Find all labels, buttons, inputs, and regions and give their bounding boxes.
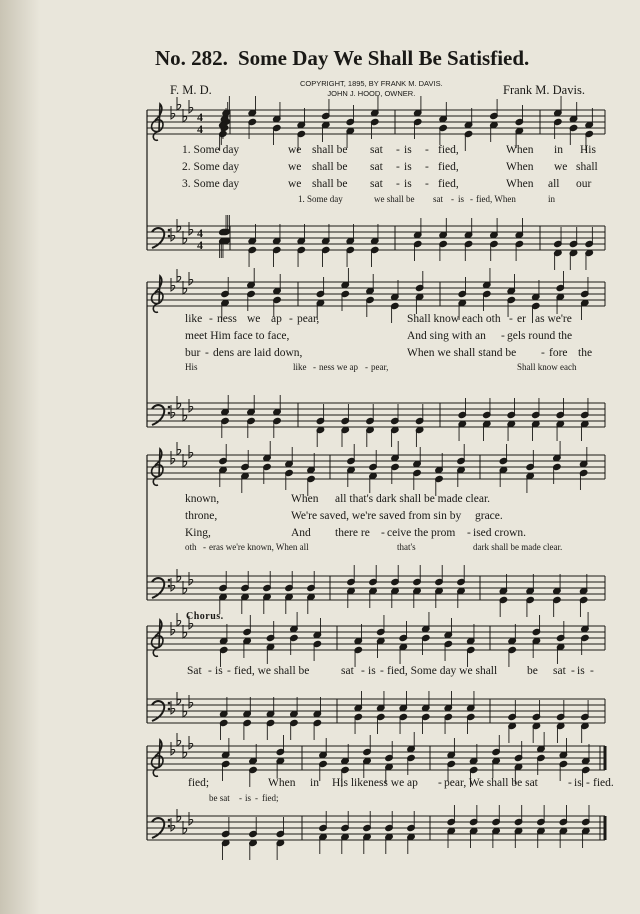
lyric-syllable: be sat — [209, 793, 230, 803]
lyric-syllable: grace. — [475, 510, 503, 522]
flat-sign — [177, 692, 181, 705]
lyric-syllable: - — [568, 777, 572, 789]
flat-sign — [177, 569, 181, 582]
lyric-syllable: shall be — [312, 144, 348, 156]
flat-sign — [189, 272, 193, 285]
lyric-syllable: we — [288, 178, 302, 190]
lyric-syllable: be — [527, 665, 538, 677]
lyric-syllable: our — [576, 178, 592, 190]
lyric-syllable: ness we ap — [319, 362, 358, 372]
bass-clef-dot — [168, 819, 171, 822]
flat-sign — [171, 106, 175, 119]
lyric-syllable: we shall be — [374, 194, 415, 204]
lyric-syllable: throne, — [185, 510, 218, 522]
time-signature-digit: 4 — [197, 238, 203, 252]
flat-sign — [183, 454, 187, 467]
lyric-syllable: is — [574, 777, 582, 789]
lyric-syllable: oth — [185, 542, 197, 552]
lyric-syllable: we — [554, 161, 568, 173]
flat-sign — [183, 821, 187, 834]
flat-sign — [177, 219, 181, 232]
lyric-syllable: er — [517, 313, 526, 325]
lyric-syllable: - — [239, 793, 242, 803]
lyric-syllable: that's — [397, 542, 416, 552]
lyric-syllable: - — [586, 777, 590, 789]
lyric-syllable: fied, we shall be — [234, 665, 310, 677]
bass-clef-dot — [168, 235, 171, 238]
flat-sign — [189, 399, 193, 412]
lyric-syllable: all — [548, 178, 560, 190]
flat-sign — [189, 812, 193, 825]
lyric-syllable: - — [541, 347, 545, 359]
lyric-syllable: fied, — [438, 178, 459, 190]
flat-sign — [189, 736, 193, 749]
lyric-syllable: is — [368, 665, 376, 677]
lyric-syllable: When — [291, 493, 319, 505]
bass-clef-dot — [168, 579, 171, 582]
lyric-syllable: eras we're known, When all — [209, 542, 309, 552]
lyric-syllable: is — [458, 194, 465, 204]
lyric-syllable: ised crown. — [473, 527, 527, 539]
lyric-syllable: pear, — [371, 362, 389, 372]
lyric-syllable: all that's dark shall be made clear. — [335, 493, 491, 505]
lyric-syllable: is — [404, 178, 412, 190]
flat-sign — [183, 109, 187, 122]
lyric-syllable: - — [425, 161, 429, 173]
copyright-line-2: JOHN J. HOOD, OWNER. — [327, 89, 416, 98]
lyric-syllable: ap — [271, 313, 282, 325]
bass-clef-dot — [168, 825, 171, 828]
lyric-syllable: sat — [433, 194, 443, 204]
flat-sign — [189, 222, 193, 235]
lyric-syllable: Shall know each oth — [407, 313, 501, 325]
flat-sign — [177, 97, 181, 110]
lyric-syllable: pear, We shall be sat — [444, 777, 538, 789]
lyric-syllable: in — [310, 777, 319, 789]
lyric-syllable: - — [227, 665, 231, 677]
lyric-syllable: in — [554, 144, 563, 156]
lyric-syllable: When — [268, 777, 296, 789]
lyric-syllable: - — [470, 194, 473, 204]
lyric-syllable: - — [571, 665, 575, 677]
lyric-syllable: there re — [335, 527, 370, 539]
lyric-syllable: in — [548, 194, 556, 204]
bass-clef-dot — [168, 702, 171, 705]
lyric-syllable: When — [506, 178, 534, 190]
flat-sign — [171, 228, 175, 241]
flat-sign — [177, 269, 181, 282]
lyric-syllable: - — [509, 313, 513, 325]
lyric-syllable: - — [590, 665, 594, 677]
bass-clef-dot — [168, 708, 171, 711]
lyric-syllable: fied, When — [476, 194, 516, 204]
time-signature-digit: 4 — [197, 122, 203, 136]
time-signature-digit: 4 — [197, 110, 203, 124]
lyric-syllable: fore — [549, 347, 568, 359]
lyric-syllable: bur — [185, 347, 201, 359]
flat-sign — [171, 622, 175, 635]
lyric-syllable: we — [247, 313, 261, 325]
lyric-syllable: fied, — [438, 161, 459, 173]
lyric-syllable: pear, — [297, 313, 320, 325]
lyric-syllable: When — [506, 161, 534, 173]
lyric-syllable: His — [580, 144, 596, 156]
lyric-syllable: is — [245, 793, 252, 803]
lyric-syllable: fied; — [262, 793, 279, 803]
flat-sign — [171, 405, 175, 418]
flat-sign — [183, 231, 187, 244]
lyric-syllable: - — [365, 362, 368, 372]
lyric-syllable: the — [578, 347, 593, 359]
flat-sign — [189, 695, 193, 708]
lyric-syllable: - — [438, 777, 442, 789]
lyric-syllable: Sat — [187, 665, 202, 677]
lyric-syllable: we — [288, 161, 302, 173]
flat-sign — [189, 572, 193, 585]
bass-clef-dot — [168, 412, 171, 415]
lyric-syllable: - — [451, 194, 454, 204]
lyric-syllable: ceive the prom — [387, 527, 456, 539]
lyric-syllable: fied, — [438, 144, 459, 156]
flat-sign — [183, 408, 187, 421]
lyric-syllable: When — [506, 144, 534, 156]
lyric-syllable: sat — [553, 665, 566, 677]
lyric-syllable: - — [425, 178, 429, 190]
lyric-syllable: ness — [217, 313, 237, 325]
lyric-syllable: 2. Some day — [182, 161, 240, 173]
lyric-syllable: sat — [370, 161, 383, 173]
lyric-syllable: We're saved, we're saved from sin by — [291, 510, 462, 522]
lyric-syllable: And — [291, 527, 311, 539]
lyric-syllable: as we're — [535, 313, 572, 325]
lyric-syllable: - — [255, 793, 258, 803]
lyric-syllable: When we shall stand be — [407, 347, 517, 359]
lyric-syllable: fied, Some day we shall — [387, 665, 498, 677]
lyric-syllable: meet Him face to face, — [185, 330, 290, 342]
flat-sign — [183, 704, 187, 717]
hymn-title: Some Day We Shall Be Satisfied. — [238, 46, 530, 70]
lyric-syllable: His likeness we ap — [332, 777, 418, 789]
lyric-syllable: - — [396, 178, 400, 190]
flat-sign — [189, 445, 193, 458]
lyric-syllable: - — [203, 542, 206, 552]
flat-sign — [177, 442, 181, 455]
lyric-syllable: shall — [576, 161, 598, 173]
lyric-syllable: is — [577, 665, 585, 677]
hymn-number: No. 282. — [155, 46, 228, 70]
flat-sign — [171, 701, 175, 714]
bass-clef-dot — [168, 229, 171, 232]
lyric-syllable: - — [425, 144, 429, 156]
bass-clef-dot — [168, 406, 171, 409]
lyric-syllable: like — [293, 362, 307, 372]
lyric-syllable: 1. Some day — [182, 144, 240, 156]
lyric-syllable: - — [396, 144, 400, 156]
lyric-syllable: like — [185, 313, 203, 325]
flat-sign — [183, 745, 187, 758]
lyric-syllable: sat — [341, 665, 354, 677]
lyric-syllable: - — [361, 665, 365, 677]
lyric-syllable: - — [205, 347, 209, 359]
lyric-syllable: sat — [370, 144, 383, 156]
flat-sign — [171, 742, 175, 755]
lyric-syllable: And sing with an — [407, 330, 486, 342]
flat-sign — [171, 578, 175, 591]
chorus-label: Chorus. — [186, 611, 224, 622]
lyric-syllable: - — [208, 665, 212, 677]
flat-sign — [171, 818, 175, 831]
lyricist-credit: F. M. D. — [170, 83, 212, 97]
lyric-syllable: is — [215, 665, 223, 677]
lyric-syllable: - — [396, 161, 400, 173]
flat-sign — [177, 809, 181, 822]
lyric-syllable: King, — [185, 527, 211, 539]
copyright-line-1: COPYRIGHT, 1895, BY FRANK M. DAVIS. — [300, 79, 443, 88]
time-signature-digit: 4 — [197, 226, 203, 240]
flat-sign — [183, 581, 187, 594]
flat-sign — [171, 451, 175, 464]
lyric-syllable: Shall know each — [517, 362, 577, 372]
flat-sign — [177, 613, 181, 626]
flat-sign — [177, 733, 181, 746]
lyric-syllable: shall be — [312, 178, 348, 190]
flat-sign — [177, 396, 181, 409]
composer-credit: Frank M. Davis. — [503, 83, 585, 97]
lyric-syllable: - — [501, 330, 505, 342]
lyric-syllable: 1. Some day — [298, 194, 343, 204]
lyric-syllable: is — [404, 161, 412, 173]
lyric-syllable: fied; — [188, 777, 210, 789]
lyric-syllable: - — [380, 665, 384, 677]
lyric-syllable: - — [209, 313, 213, 325]
flat-sign — [171, 278, 175, 291]
flat-sign — [183, 281, 187, 294]
lyric-syllable: dark shall be made clear. — [473, 542, 563, 552]
lyric-syllable: we — [288, 144, 302, 156]
lyric-syllable: - — [289, 313, 293, 325]
lyric-syllable: gels round the — [507, 330, 573, 342]
flat-sign — [183, 625, 187, 638]
lyric-syllable: shall be — [312, 161, 348, 173]
lyric-syllable: - — [313, 362, 316, 372]
lyric-syllable: - — [467, 527, 471, 539]
lyric-syllable: 3. Some day — [182, 178, 240, 190]
lyric-syllable: sat — [370, 178, 383, 190]
lyric-syllable: known, — [185, 493, 220, 505]
lyric-syllable: is — [404, 144, 412, 156]
flat-sign — [189, 100, 193, 113]
lyric-syllable: dens are laid down, — [213, 347, 303, 359]
lyric-syllable: fied. — [593, 777, 614, 789]
lyric-syllable: - — [381, 527, 385, 539]
bass-clef-dot — [168, 585, 171, 588]
lyric-syllable: His — [185, 362, 198, 372]
